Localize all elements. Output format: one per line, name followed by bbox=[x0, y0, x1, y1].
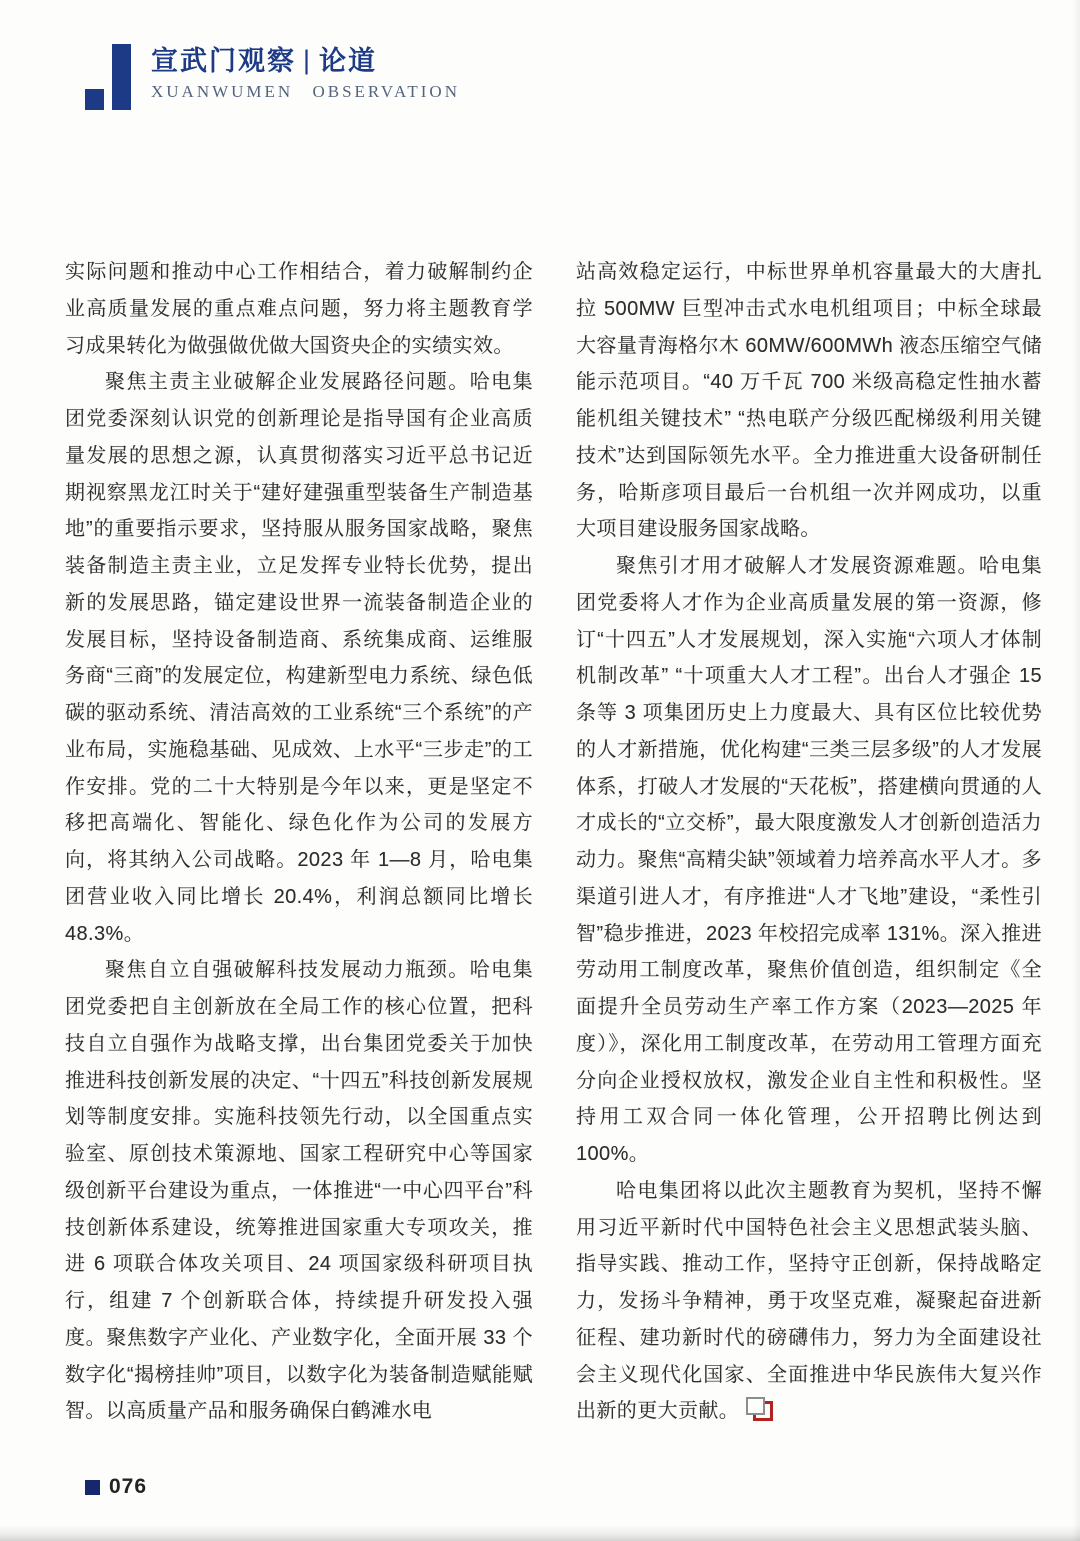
masthead-title-cn: 宣武门观察 bbox=[151, 46, 296, 76]
masthead-title bbox=[151, 46, 460, 76]
article-left-column bbox=[65, 254, 533, 1430]
page-number: 076 bbox=[109, 1475, 148, 1498]
article-right-column bbox=[576, 254, 1042, 1430]
article-end-mark-icon bbox=[746, 1397, 773, 1421]
masthead bbox=[85, 44, 460, 110]
logo-bar-tall bbox=[112, 44, 131, 110]
paragraph: 聚焦自立自强破解科技发展动力瓶颈。哈电集团党委把自主创新放在全局工作的核心位置，把科技自立自强作为战略支撑，出台集团党委关于加快推进科技创新发展的决定、“十四五”科技创新发展规划等制度安排。实施科技领先行动，以全国重点实验室、原创技术策源地、国家工程研究中心等国家级创新平台建设为重点，一体推进“一中心四平台”科技创新体系建设，统筹推进国家重大专项攻关，推进 6 项联合体攻关项目、24 项国家级科研项目执行，组建 7 个创新联合体，持续提升研发投入强度。聚焦数字产业化、产业数字化，全面开展 33 个数字化“揭榜挂帅”项目，以数字化为装备制造赋能赋智。以高质量产品和服务确保白鹤滩水电 bbox=[65, 959, 533, 1423]
masthead-text bbox=[151, 44, 460, 102]
paragraph-text: 哈电集团将以此次主题教育为契机，坚持不懈用习近平新时代中国特色社会主义思想武装头脑、指导实践、推动工作，坚持守正创新，保持战略定力，发扬斗争精神，勇于攻坚克难，凝聚起奋进新征程、建功新时代的磅礴伟力，努力为全面建设社会主义现代化国家、全面推进中华民族伟大复兴作出新的更大贡献。 bbox=[576, 1179, 1042, 1423]
paragraph bbox=[576, 1173, 1042, 1430]
paragraph: 实际问题和推动中心工作相结合，着力破解制约企业高质量发展的重点难点问题，努力将主题教育学习成果转化为做强做优做大国资央企的实绩实效。 bbox=[65, 261, 533, 357]
page-number-square-icon bbox=[85, 1480, 100, 1495]
masthead-subtitle: XUANWUMEN OBSERVATION bbox=[151, 82, 460, 101]
page-bottom-shadow bbox=[0, 1525, 1080, 1541]
paragraph: 站高效稳定运行，中标世界单机容量最大的大唐扎拉 500MW 巨型冲击式水电机组项目；中标全球最大容量青海格尔木 60MW/600MWh 液态压缩空气储能示范项目。“40 万千瓦 700 米级高稳定性抽水蓄能机组关键技术” “热电联产分级匹配梯级利用关键技术”达到国际领先水平。全力推进重大设备研制任务，哈斯彦项目最后一台机组一次并网成功，以重大项目建设服务国家战略。 bbox=[576, 261, 1042, 541]
page-footer bbox=[85, 1475, 147, 1499]
logo-bar-small bbox=[85, 89, 104, 110]
paragraph: 聚焦引才用才破解人才发展资源难题。哈电集团党委将人才作为企业高质量发展的第一资源，修订“十四五”人才发展规划，深入实施“六项人才体制机制改革” “十项重大人才工程”。出台人才强企 15 条等 3 项集团历史上力度最大、具有区位比较优势的人才新措施，优化构建“三类三层多级”的人才发展体系，打破人才发展的“天花板”，搭建横向贯通的人才成长的“立交桥”，最大限度激发人才创新创造活力动力。聚焦“高精尖缺”领域着力培养高水平人才。多渠道引进人才，有序推进“人才飞地”建设，“柔性引智”稳步推进，2023 年校招完成率 131%。深入推进劳动用工制度改革，聚焦价值创造，组织制定《全面提升全员劳动生产率工作方案（2023—2025 年度）》，深化用工制度改革，在劳动用工管理方面充分向企业授权放权，激发企业自主性和积极性。坚持用工双合同一体化管理，公开招聘比例达到 100%。 bbox=[576, 555, 1042, 1165]
page-right-shadow bbox=[1072, 0, 1080, 1541]
masthead-divider: | bbox=[303, 45, 313, 75]
paragraph: 聚焦主责主业破解企业发展路径问题。哈电集团党委深刻认识党的创新理论是指导国有企业高质量发展的思想之源，认真贯彻落实习近平总书记近期视察黑龙江时关于“建好建强重型装备生产制造基地”的重要指示要求，坚持服从服务国家战略，聚焦装备制造主责主业，立足发挥专业特长优势，提出新的发展思路，锚定建设世界一流装备制造企业的发展目标，坚持设备制造商、系统集成商、运维服务商“三商”的发展定位，构建新型电力系统、绿色低碳的驱动系统、清洁高效的工业系统“三个系统”的产业布局，实施稳基础、见成效、上水平“三步走”的工作安排。党的二十大特别是今年以来，更是坚定不移把高端化、智能化、绿色化作为公司的发展方向，将其纳入公司战略。2023 年 1—8 月，哈电集团营业收入同比增长 20.4%，利润总额同比增长 48.3%。 bbox=[65, 371, 533, 945]
brand-logo-icon bbox=[85, 44, 131, 110]
masthead-section-label: 论道 bbox=[319, 46, 378, 76]
